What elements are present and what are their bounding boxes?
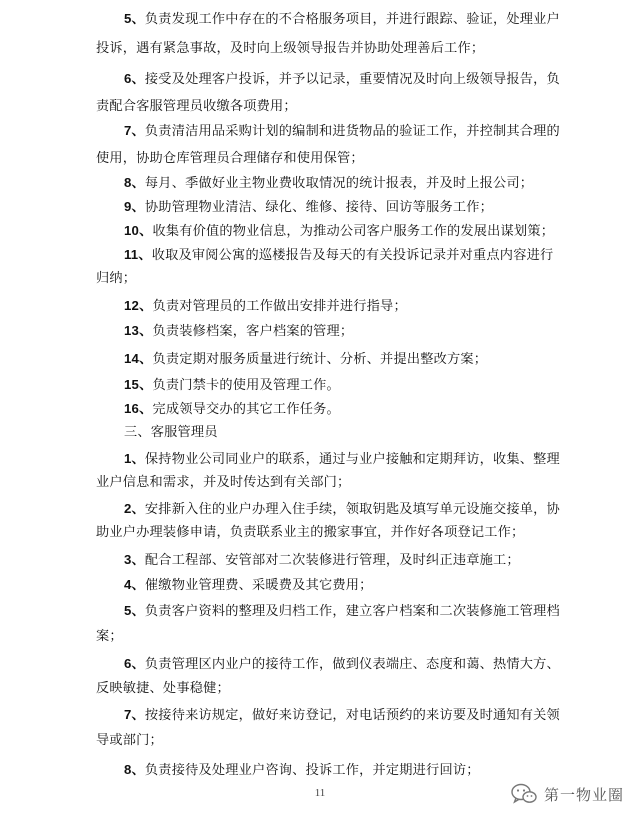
text-line [96, 174, 580, 193]
line-text: 收集有价值的物业信息，为推动公司客户服务工作的发展出谋划策； [152, 224, 555, 239]
watermark-text: 第一物业圈 [544, 785, 625, 804]
line-text: 案； [96, 629, 123, 644]
item-number: 5、 [124, 11, 145, 26]
item-number: 5、 [124, 603, 145, 618]
item-number: 6、 [124, 656, 145, 671]
line-text: 收取及审阅公寓的巡楼报告及每天的有关投诉记录并对重点内容进行 [151, 248, 554, 263]
line-text: 负责管理区内业户的接待工作，做到仪表端庄、态度和蔼、热情大方、 [144, 657, 560, 672]
line-text: 责配合客服管理员收缴各项费用； [96, 99, 297, 114]
line-text: 完成领导交办的其它工作任务。 [152, 402, 340, 417]
text-line [96, 150, 580, 168]
item-number: 1、 [124, 451, 145, 466]
item-number: 11、 [124, 247, 152, 262]
item-number: 7、 [124, 707, 145, 722]
item-number: 8、 [124, 175, 145, 190]
item-number: 13、 [124, 323, 153, 338]
line-text: 负责客户资料的整理及归档工作，建立客户档案和二次装修施工管理档 [144, 604, 560, 619]
item-number: 7、 [124, 123, 145, 138]
text-line [96, 98, 580, 116]
item-number: 12、 [124, 298, 153, 313]
line-text: 负责定期对服务质量进行统计、分析、并提出整改方案； [152, 352, 488, 367]
text-line [96, 524, 580, 542]
line-text: 负责接待及处理业户咨询、投诉工作，并定期进行回访； [144, 763, 480, 778]
page-number: 11 [314, 787, 326, 799]
text-line [96, 40, 580, 58]
line-text: 负责装修档案，客户档案的管理； [152, 324, 354, 339]
text-line [96, 322, 580, 341]
text-line [96, 655, 580, 674]
text-line [96, 706, 580, 725]
text-line [96, 122, 580, 141]
line-text: 协助管理物业清洁、绿化、维修、接待、回访等服务工作； [144, 200, 493, 215]
text-line [96, 732, 580, 750]
item-number: 16、 [124, 401, 153, 416]
item-number: 9、 [124, 199, 145, 214]
text-line [96, 602, 580, 621]
text-line [96, 576, 580, 595]
text-line [96, 297, 580, 316]
line-text: 按接待来访规定，做好来访登记，对电话预约的来访要及时通知有关领 [144, 708, 560, 723]
line-text: 保持物业公司同业户的联系，通过与业户接触和定期拜访，收集、整理 [144, 452, 560, 467]
text-line [96, 198, 580, 217]
text-line [96, 424, 580, 442]
watermark [510, 779, 624, 809]
item-number: 8、 [124, 762, 145, 777]
text-line [96, 376, 580, 395]
text-line [96, 450, 580, 469]
line-text: 配合工程部、安管部对二次装修进行管理，及时纠正违章施工； [144, 553, 520, 568]
text-line [96, 761, 580, 780]
line-text: 催缴物业管理费、采暖费及其它费用； [144, 578, 373, 593]
text-line [96, 474, 580, 492]
line-text: 接受及处理客户投诉，并予以记录，重要情况及时向上级领导报告，负 [144, 72, 560, 87]
line-text: 使用，协助仓库管理员合理储存和使用保管； [96, 151, 364, 166]
text-line [96, 628, 580, 646]
line-text: 每月、季做好业主物业费收取情况的统计报表，并及时上报公司； [144, 176, 534, 191]
text-line [96, 70, 580, 89]
text-line [96, 222, 580, 241]
line-text: 负责门禁卡的使用及管理工作。 [152, 378, 340, 393]
line-text: 投诉，遇有紧急事故，及时向上级领导报告并协助处理善后工作； [96, 41, 485, 56]
text-line [96, 551, 580, 570]
line-text: 三、客服管理员 [124, 425, 218, 440]
line-text: 助业户办理装修申请，负责联系业主的搬家事宜，并作好各项登记工作； [96, 525, 525, 540]
text-line [96, 680, 580, 698]
item-number: 4、 [124, 577, 145, 592]
item-number: 2、 [124, 501, 145, 516]
wechat-icon [510, 782, 538, 806]
text-line [96, 350, 580, 369]
item-number: 3、 [124, 552, 145, 567]
text-line [96, 246, 580, 265]
text-line [96, 400, 580, 419]
text-line [96, 270, 580, 288]
text-line [96, 500, 580, 519]
line-text: 归纳； [96, 271, 137, 286]
text-line [96, 10, 580, 29]
item-number: 15、 [124, 377, 153, 392]
line-text: 导或部门； [96, 733, 163, 748]
item-number: 14、 [124, 351, 153, 366]
item-number: 6、 [124, 71, 145, 86]
line-text: 负责清洁用品采购计划的编制和进货物品的验证工作，并控制其合理的 [144, 124, 560, 139]
line-text: 负责发现工作中存在的不合格服务项目，并进行跟踪、验证，处理业户 [144, 12, 560, 27]
line-text: 安排新入住的业户办理入住手续，领取钥匙及填写单元设施交接单，协 [144, 502, 560, 517]
item-number: 10、 [124, 223, 153, 238]
line-text: 负责对管理员的工作做出安排并进行指导； [152, 299, 407, 314]
line-text: 反映敏捷、处事稳健； [96, 681, 230, 696]
line-text: 业户信息和需求，并及时传达到有关部门； [96, 475, 351, 490]
